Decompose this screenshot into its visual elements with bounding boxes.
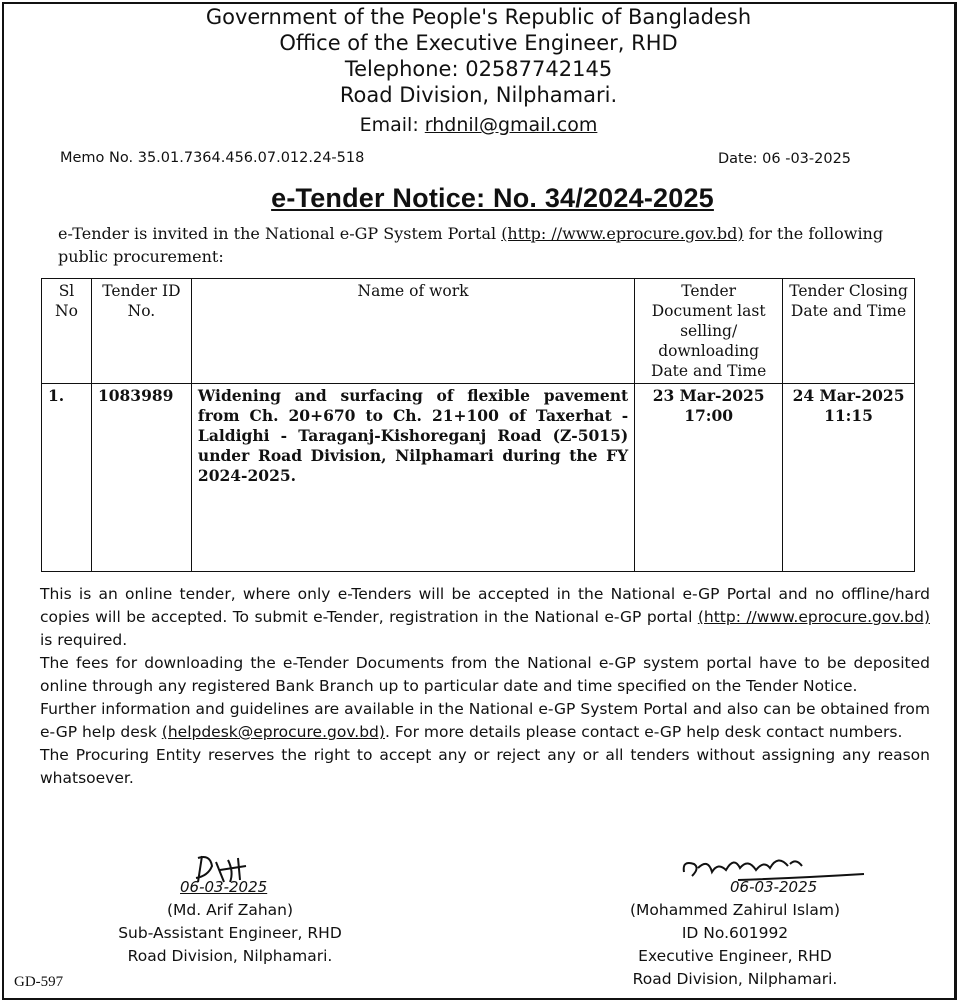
closing-time: 11:15	[824, 406, 873, 425]
cell-closing	[783, 384, 915, 572]
p3-after: . For more details please contact e-GP help desk contact numbers.	[384, 723, 903, 741]
header-sl: Sl No	[42, 279, 92, 384]
header-email	[0, 112, 957, 138]
right-signatory-block	[570, 899, 900, 991]
registration-link[interactable]: (http: //www.eprocure.gov.bd)	[697, 608, 930, 626]
table-row	[42, 384, 915, 572]
closing-date: 24 Mar-2025	[792, 386, 905, 405]
tender-table	[41, 278, 915, 572]
left-signatory-office: Road Division, Nilphamari.	[127, 947, 333, 965]
header-telephone: Telephone: 02587742145	[344, 57, 613, 81]
header-closing: Tender Closing Date and Time	[783, 279, 915, 384]
paragraph-fees: The fees for downloading the e-Tender Documents from the National e-GP system portal have to be deposited online through any registered Bank Branch up to particular date and time specified on the Tender Notice.	[40, 654, 930, 695]
right-signatory-id: ID No.601992	[681, 924, 789, 942]
selling-date: 23 Mar-2025	[652, 386, 765, 405]
memo-date: Date: 06 -03-2025	[718, 151, 852, 167]
header-tender-id: Tender ID No.	[91, 279, 191, 384]
p1-after: is required.	[40, 631, 128, 649]
cell-selling	[635, 384, 783, 572]
right-signature-date: 06-03-2025	[730, 878, 818, 896]
paragraph-online-tender	[40, 583, 930, 652]
footer-code: GD-597	[14, 974, 64, 990]
intro-after: for the following public procurement:	[58, 224, 884, 266]
left-signatory-designation: Sub-Assistant Engineer, RHD	[118, 924, 342, 942]
p1-before: This is an online tender, where only e-Tenders will be accepted in the National e-GP Portal and no offline/hard copies will be accepted. To submit e-Tender, registration in the National e-GP portal	[40, 585, 930, 626]
left-signatory-block	[80, 899, 380, 968]
header-division: Road Division, Nilphamari.	[339, 83, 618, 107]
cell-name-of-work: Widening and surfacing of flexible pavement from Ch. 20+670 to Ch. 21+100 of Taxerhat - Laldighi - Taraganj-Kishoreganj Road (Z-5015) under Road Division, Nilphamari during the FY 2024-2025.	[191, 384, 634, 572]
intro-text	[58, 222, 928, 268]
right-signatory-designation: Executive Engineer, RHD	[638, 947, 832, 965]
paragraph-guidelines	[40, 698, 930, 744]
left-signatory-name: (Md. Arif Zahan)	[166, 901, 294, 919]
email-label: Email:	[359, 114, 425, 136]
right-signatory-office: Road Division, Nilphamari.	[632, 970, 838, 988]
notice-title: e-Tender Notice: No. 34/2024-2025	[271, 183, 714, 213]
helpdesk-link[interactable]: (helpdesk@eprocure.gov.bd)	[161, 723, 385, 741]
header-government: Government of the People's Republic of Bangladesh	[205, 5, 752, 29]
table-header-row	[42, 279, 915, 384]
header-office: Office of the Executive Engineer, RHD	[279, 31, 678, 55]
intro-before: e-Tender is invited in the National e-GP System Portal	[58, 224, 502, 243]
email-link[interactable]: rhdnil@gmail.com	[424, 114, 598, 136]
notice-body	[40, 583, 930, 790]
selling-time: 17:00	[684, 406, 734, 425]
paragraph-reservation: The Procuring Entity reserves the right to accept any or reject any or all tenders without assigning any reason whatsoever.	[40, 746, 930, 787]
cell-tender-id: 1083989	[91, 384, 191, 572]
cell-sl: 1.	[42, 384, 92, 572]
right-signatory-name: (Mohammed Zahirul Islam)	[630, 901, 840, 919]
left-signature-date: 06-03-2025	[180, 878, 268, 896]
header-name-of-work: Name of work	[191, 279, 634, 384]
memo-number: Memo No. 35.01.7364.456.07.012.24-518	[60, 150, 365, 166]
header-doc-last-selling: Tender Document last selling/ downloading Date and Time	[635, 279, 783, 384]
portal-link[interactable]: (http: //www.eprocure.gov.bd)	[501, 224, 744, 243]
p3-before: Further information and guidelines are available in the National e-GP System Portal and also can be obtained from e-GP help desk	[40, 700, 930, 741]
